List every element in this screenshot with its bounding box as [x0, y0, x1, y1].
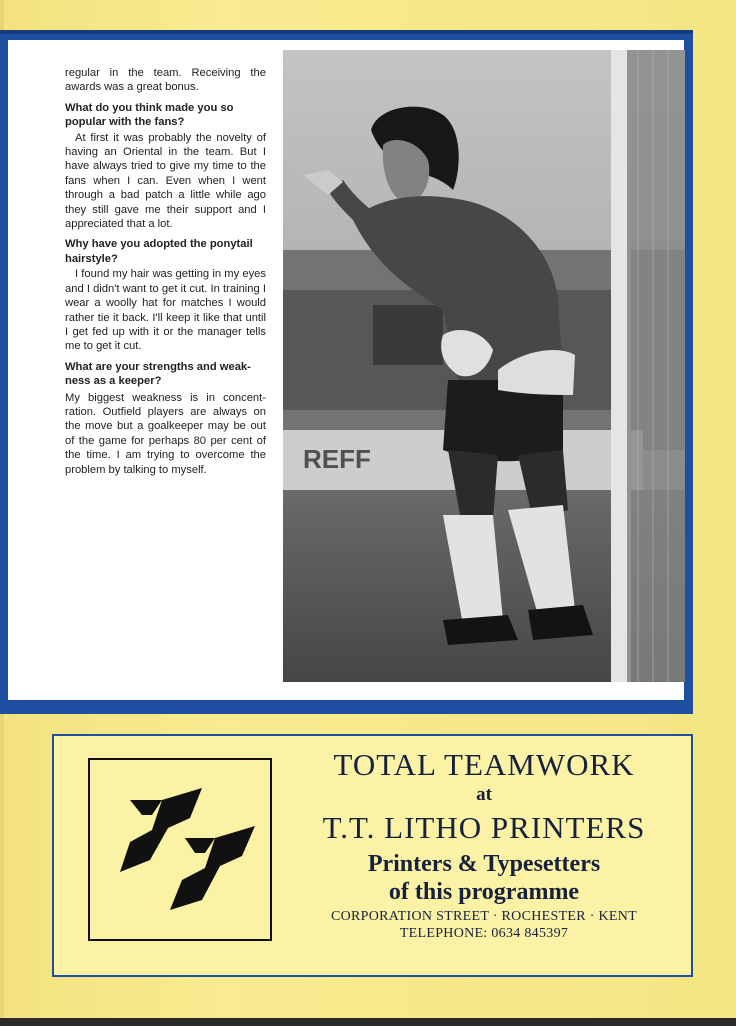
blue-frame-edge	[0, 30, 693, 34]
interview-answer: My biggest weakness is in concent-ration. Outfield players are always on the move but a goalkeeper may be out of the game for perhaps 80 per cent of the time. I am trying to overcome the problem by talking to myself.	[65, 391, 266, 476]
interview-article	[65, 66, 266, 477]
interview-answer: I found my hair was getting in my eyes and I didn't want to get it cut. In training I wear a woolly hat for matches I would rather tie it back. I'll keep it like that until I get fed up with it or the manager tells me to get it cut.	[65, 268, 266, 353]
advert-tagline: of this programme	[388, 879, 580, 905]
advert-headline: TOTAL TEAMWORK	[333, 747, 635, 782]
advert-text-block	[280, 748, 688, 942]
advert-at: at	[476, 784, 492, 805]
advert-board-text: REFF	[303, 444, 371, 474]
advert-company-name: T.T. LITHO PRINTERS	[322, 810, 646, 845]
tt-logo-icon	[90, 760, 270, 939]
advert-tagline: Printers & Typesetters	[367, 851, 601, 877]
interview-question: What are your strengths and weak-ness as a keeper?	[65, 360, 251, 388]
bottom-edge	[0, 1018, 736, 1026]
printer-logo	[88, 758, 272, 941]
goalkeeper-photo	[283, 50, 685, 682]
advert-phone: TELEPHONE: 0634 845397	[399, 926, 569, 941]
interview-answer: At first it was probably the novelty of having an Oriental in the team. But I have always tried to give my time to the fans when I can. Even when I went through a bad patch a little while ago they still gave me their support and I appreciated that a lot.	[65, 131, 266, 231]
interview-question: Why have you adopted the ponytail hairstyle?	[65, 238, 253, 265]
article-paragraph: regular in the team. Receiving the awards was a great bonus.	[65, 67, 266, 94]
advert-address: CORPORATION STREET · ROCHESTER · KENT	[330, 909, 637, 924]
interview-question: What do you think made you so popular with the fans?	[65, 101, 234, 129]
